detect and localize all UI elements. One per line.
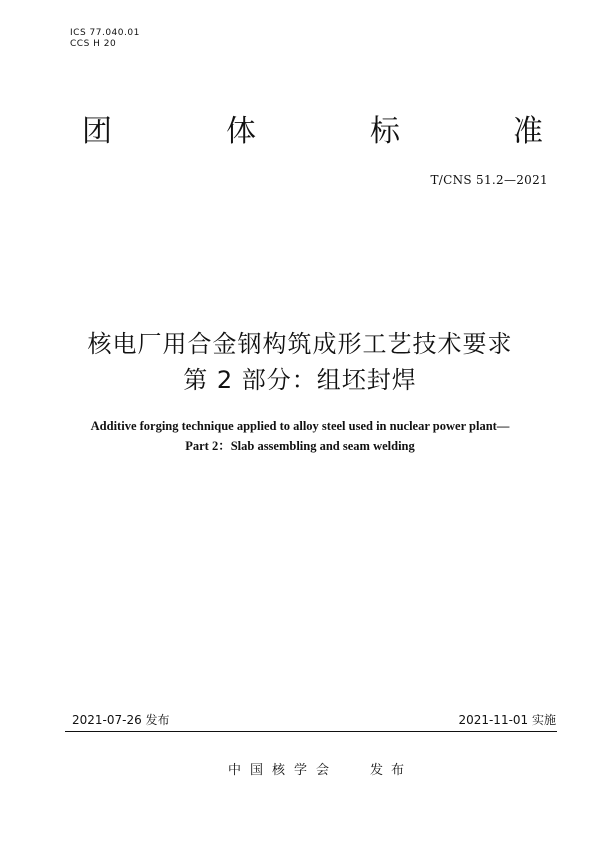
ics-code: ICS 77.040.01 [70, 28, 140, 38]
issue-date: 2021-07-26 发布 [72, 713, 170, 727]
standard-number: T/CNS 51.2—2021 [430, 173, 548, 187]
ccs-code: CCS H 20 [70, 39, 117, 49]
publisher-name: 中国核学会 [228, 763, 339, 778]
doc-type-char-4: 准 [513, 114, 543, 149]
title-en-line-1: Additive forging technique applied to alloy steel used in nuclear power plant— [90, 419, 510, 433]
doc-type-char-3: 标 [370, 114, 400, 149]
classification-codes [70, 28, 140, 50]
footer-divider [65, 731, 557, 732]
doc-type-char-1: 团 [82, 114, 112, 149]
implementation-date: 2021-11-01 实施 [458, 713, 556, 727]
title-cn-line-2: 第 2 部分：组坯封焊 [183, 366, 417, 394]
title-cn-line-1: 核电厂用合金钢构筑成形工艺技术要求 [87, 330, 513, 358]
publisher-action: 发布 [370, 763, 413, 778]
doc-type-char-2: 体 [226, 114, 256, 149]
document-type-heading [0, 112, 600, 152]
title-en-line-2: Part 2：Slab assembling and seam welding [185, 439, 415, 453]
